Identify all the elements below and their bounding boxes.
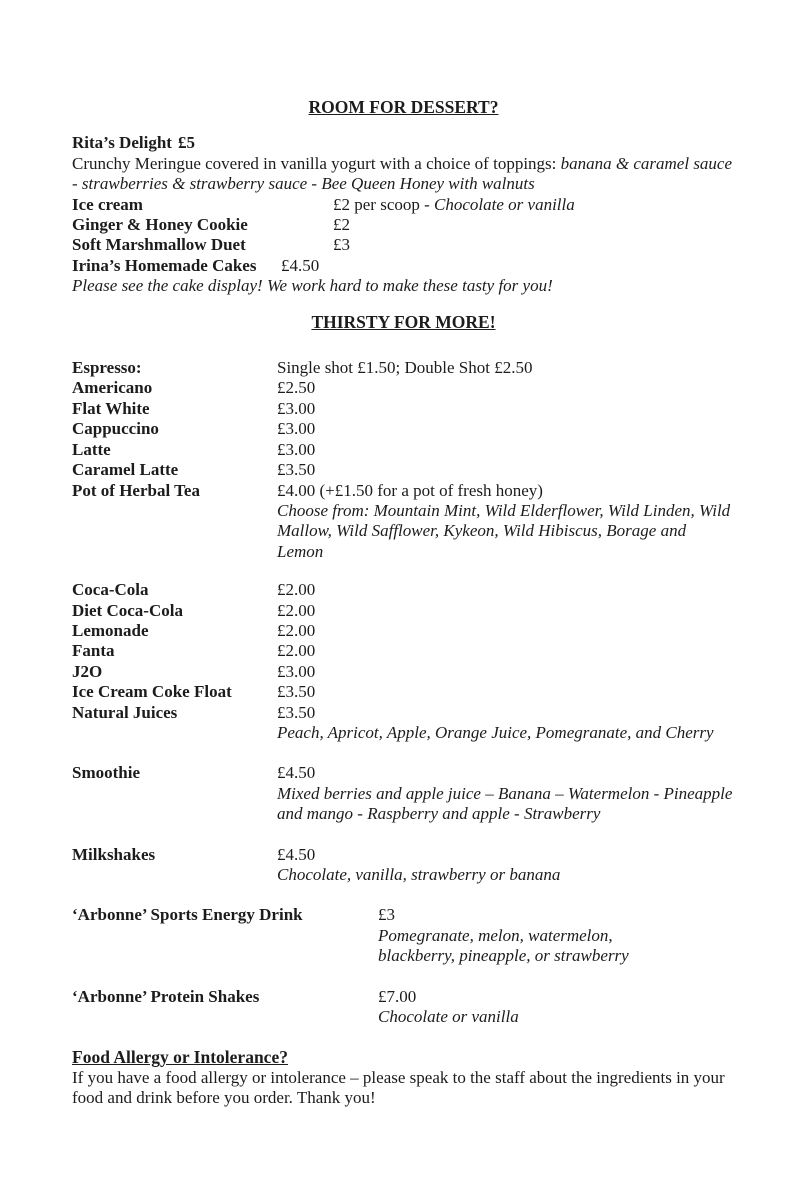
item-name: Ginger & Honey Cookie: [72, 215, 248, 235]
allergy-section: [72, 1047, 735, 1108]
item-price: £3: [333, 235, 350, 255]
item-description: Pomegranate, melon, watermelon, blackberry, pineapple, or strawberry: [378, 925, 629, 966]
item-price: £2.00: [277, 620, 316, 640]
menu-item-row: [72, 195, 735, 215]
item-price: £4.50: [281, 255, 320, 275]
arbonne-energy-group: [72, 905, 735, 966]
item-price: £3.50: [277, 702, 316, 722]
item-price: £3.50: [277, 460, 316, 480]
item-name: Americano: [72, 378, 153, 398]
item-price: [333, 195, 575, 215]
dessert-section: [72, 133, 735, 296]
menu-item-row: [72, 601, 735, 621]
item-name: ‘Arbonne’ Protein Shakes: [72, 986, 260, 1006]
menu-item-row: [72, 419, 735, 439]
item-name: J2O: [72, 661, 103, 681]
milkshakes-group: [72, 845, 735, 886]
menu-item-row: [72, 641, 735, 661]
item-name: Flat White: [72, 398, 150, 418]
item-price: £2: [333, 215, 350, 235]
item-price: £2.00: [277, 641, 316, 661]
item-name: Latte: [72, 439, 111, 459]
item-price: £7.00: [378, 986, 417, 1006]
item-name: Natural Juices: [72, 702, 178, 722]
item-name: Smoothie: [72, 763, 140, 783]
menu-item-row: [72, 703, 735, 723]
menu-item-row: [72, 580, 735, 600]
arbonne-protein-group: [72, 987, 735, 1028]
item-name: Fanta: [72, 641, 115, 661]
description-regular: Crunchy Meringue covered in vanilla yogurt with a choice of toppings:: [72, 153, 561, 173]
menu-item-row: [72, 621, 735, 641]
item-name: Diet Coca-Cola: [72, 600, 183, 620]
cake-display-note: Please see the cake display! We work hard to make these tasty for you!: [72, 276, 553, 296]
item-name: Ice Cream Coke Float: [72, 682, 232, 702]
item-price: £3.00: [277, 661, 316, 681]
menu-item-row: [72, 460, 735, 480]
item-name: Soft Marshmallow Duet: [72, 235, 246, 255]
item-price: £3.00: [277, 419, 316, 439]
menu-item-row: [72, 399, 735, 419]
allergy-text: If you have a food allergy or intolerance – please speak to the staff about the ingredients in your food and drink before you order. Thank you!: [72, 1067, 725, 1108]
menu-item-row: [72, 378, 735, 398]
menu-item-row: [72, 481, 735, 501]
drinks-section-heading: THIRSTY FOR MORE!: [311, 311, 496, 332]
menu-item-row: [72, 845, 735, 865]
item-name: Cappuccino: [72, 419, 159, 439]
item-name: Coca-Cola: [72, 580, 149, 600]
item-description: Choose from: Mountain Mint, Wild Elderflower, Wild Linden, Wild Mallow, Wild Safflower, Kykeon, Wild Hibiscus, Borage and Lemon: [277, 500, 731, 561]
dessert-section-heading: ROOM FOR DESSERT?: [308, 97, 499, 117]
item-description: Peach, Apricot, Apple, Orange Juice, Pomegranate, and Cherry: [277, 722, 714, 742]
description-italic: banana & caramel sauce - strawberries & strawberry sauce - Bee Queen Honey with walnuts: [72, 153, 733, 194]
coffee-group: [72, 358, 735, 562]
item-name: Irina’s Homemade Cakes: [72, 255, 257, 275]
smoothie-group: [72, 763, 735, 824]
menu-item-row: [72, 235, 735, 255]
menu-item-row: [72, 905, 735, 925]
item-price: £3: [378, 905, 395, 925]
item-name: Milkshakes: [72, 844, 156, 864]
allergy-heading: Food Allergy or Intolerance?: [72, 1047, 288, 1068]
item-price: £3.00: [277, 398, 316, 418]
item-price: £3.00: [277, 439, 316, 459]
item-price: £3.50: [277, 682, 316, 702]
item-name: Caramel Latte: [72, 460, 179, 480]
item-name: Ice cream: [72, 194, 143, 214]
price-italic: Chocolate or vanilla: [434, 194, 575, 214]
menu-item-row: [72, 662, 735, 682]
menu-item-row: [72, 215, 735, 235]
menu-item-row: [72, 358, 735, 378]
menu-item-featured: [72, 133, 735, 153]
item-price: £4.00 (+£1.50 for a pot of fresh honey): [277, 480, 543, 500]
item-price: £5: [177, 133, 195, 153]
item-price: £2.50: [277, 378, 316, 398]
item-description: Chocolate or vanilla: [378, 1007, 519, 1027]
item-name: Lemonade: [72, 620, 149, 640]
item-description: Mixed berries and apple juice – Banana – Watermelon - Pineapple and mango - Raspberry and apple - Strawberry: [277, 783, 733, 824]
price-regular: £2 per scoop -: [333, 194, 435, 214]
item-price: £2.00: [277, 580, 316, 600]
item-name: Pot of Herbal Tea: [72, 480, 200, 500]
menu-item-row: [72, 763, 735, 783]
menu-item-row: [72, 256, 735, 276]
soft-drinks-group: [72, 580, 735, 743]
item-price: Single shot £1.50; Double Shot £2.50: [277, 358, 533, 378]
menu-item-row: [72, 682, 735, 702]
item-description: Chocolate, vanilla, strawberry or banana: [277, 865, 561, 884]
item-description: [72, 154, 735, 195]
item-price: £4.50: [277, 763, 316, 783]
item-name: Espresso:: [72, 358, 142, 378]
menu-item-row: [72, 987, 735, 1007]
item-name: ‘Arbonne’ Sports Energy Drink: [72, 905, 303, 925]
menu-item-row: [72, 440, 735, 460]
item-name: Rita’s Delight: [72, 133, 172, 153]
item-price: £4.50: [277, 844, 316, 864]
item-price: £2.00: [277, 600, 316, 620]
